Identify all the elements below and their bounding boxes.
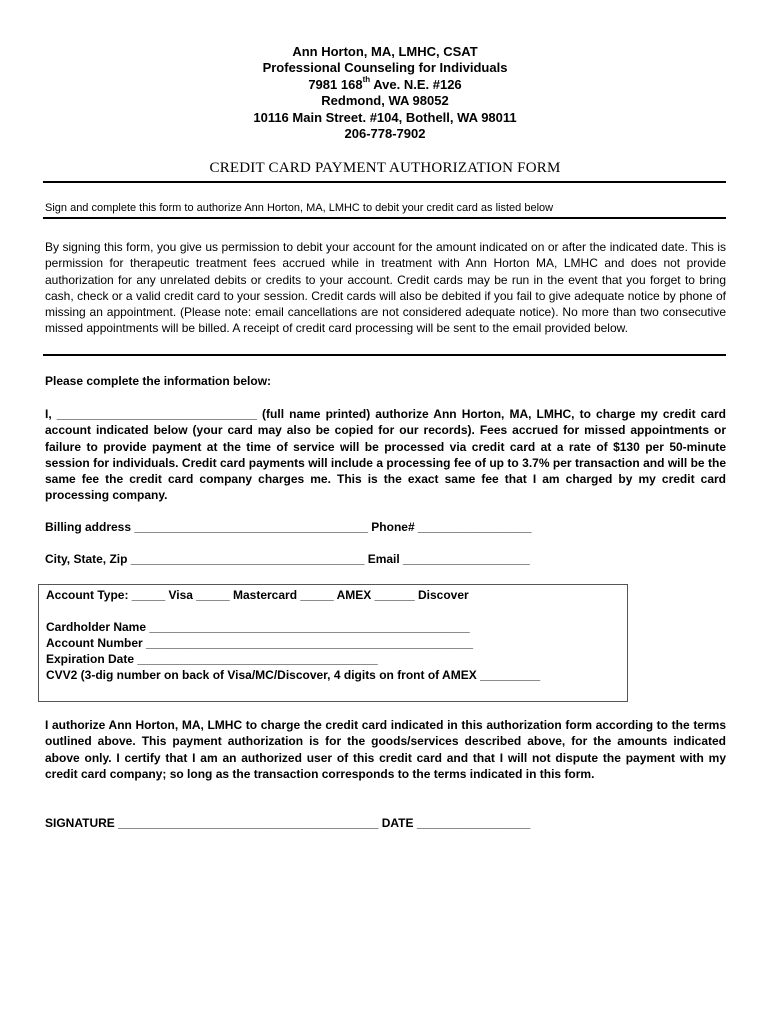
credit-card-details-box	[38, 584, 628, 702]
street-address	[0, 77, 770, 93]
city-state-zip-field[interactable]: City, State, Zip ___________________________________ Email ___________________	[45, 552, 530, 566]
authorization-paragraph: I, ______________________________ (full name printed) authorize Ann Horton, MA, LMHC, to charge my credit card account indicated below (your card may also be copied for our records). Fees accrued for missed appointments or failure to provide payment at the time of service will be processed via credit card at a rate of $130 per 50-minute session for individuals. Credit card payments will include a processing fee of up to 3.7% per transaction and will be the same fee the credit card company charges me. This is the exact same fee that I am charged by my credit card processing company.	[45, 407, 726, 503]
practice-name: Professional Counseling for Individuals	[262, 60, 508, 76]
secondary-address: 10116 Main Street. #104, Bothell, WA 98011	[253, 109, 517, 125]
expiration-date-field[interactable]: Expiration Date ____________________________________	[46, 652, 378, 666]
cvv-field[interactable]: CVV2 (3-dig number on back of Visa/MC/Discover, 4 digits on front of AMEX _________	[46, 668, 541, 682]
title-divider	[43, 181, 726, 183]
closing-paragraph: I authorize Ann Horton, MA, LMHC to charge the credit card indicated in this authorization form according to the terms outlined above. This payment authorization is for the goods/services described above, for the amounts indicated above only. I certify that I am an authorized user of this credit card and that I will not dispute the payment with my credit card company; so long as the transaction corresponds to the terms indicated in this form.	[45, 718, 726, 781]
consent-divider	[43, 354, 726, 356]
account-type-field[interactable]: Account Type: _____ Visa _____ Mastercard _____ AMEX ______ Discover	[46, 588, 469, 602]
account-number-field[interactable]: Account Number _________________________________________________	[46, 636, 474, 650]
practitioner-name: Ann Horton, MA, LMHC, CSAT	[292, 44, 478, 59]
office-phone: 206-778-7902	[344, 126, 426, 142]
consent-paragraph: By signing this form, you give us permission to debit your account for the amount indicated on or after the indicated date. This is permission for therapeutic treatment fees accrued while in treatment with Ann Horton MA, LMHC and does not provide authorization for any unrelated debits or credits to your account. Credit cards may be run in the event that you forget to bring cash, check or a valid credit card to your session. Credit cards will also be debited if you fail to give adequate notice by phone of missing an appointment. (Please note: email cancellations are not considered adequate notice). No more than two consecutive missed appointments will be billed. A receipt of credit card processing will be sent to the email provided below.	[45, 240, 726, 336]
letterhead	[0, 44, 770, 142]
instruction-divider	[43, 217, 726, 219]
street-number: 7981 168	[308, 76, 363, 92]
street-ordinal: th	[362, 75, 371, 85]
signature-date-field[interactable]: SIGNATURE _______________________________________ DATE _________________	[45, 816, 531, 830]
form-title: CREDIT CARD PAYMENT AUTHORIZATION FORM	[209, 160, 561, 176]
instruction-text: Sign and complete this form to authorize Ann Horton, MA, LMHC to debit your credit card as listed below	[45, 202, 554, 214]
info-heading: Please complete the information below:	[45, 374, 272, 388]
billing-address-field[interactable]: Billing address ___________________________________ Phone# _________________	[45, 520, 532, 534]
cardholder-name-field[interactable]: Cardholder Name ________________________________________________	[46, 620, 470, 634]
city-address: Redmond, WA 98052	[321, 93, 449, 109]
street-rest: Ave. N.E. #126	[370, 76, 462, 92]
